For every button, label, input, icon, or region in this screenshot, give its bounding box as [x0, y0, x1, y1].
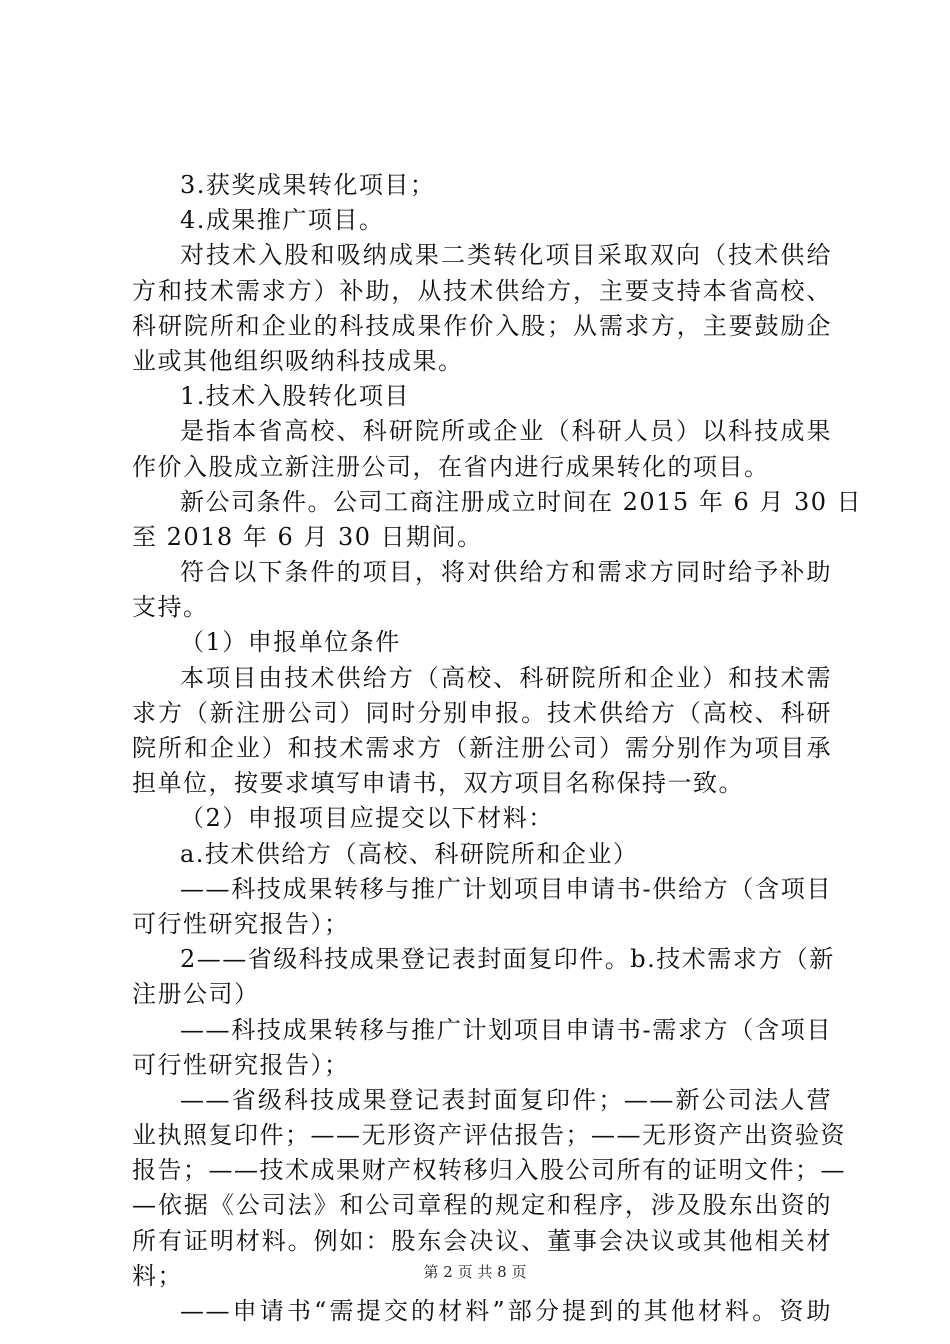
- section-heading: （2）申报项目应提交以下材料：: [180, 804, 554, 833]
- page-number: 第 2 页 共 8 页: [423, 1263, 527, 1281]
- paragraph-line: 院所和企业）和技术需求方（新注册公司）需分别作为项目承: [132, 734, 832, 762]
- paragraph-line: 4.成果推广项目。: [180, 206, 385, 235]
- paragraph-line: —依据《公司法》和公司章程的规定和程序，涉及股东出资的: [132, 1191, 832, 1220]
- paragraph-line: 业或其他组织吸纳科技成果。: [132, 346, 464, 375]
- paragraph-line: ——省级科技成果登记表封面复印件；——新公司法人营: [180, 1085, 832, 1114]
- paragraph-line: 是指本省高校、科研院所或企业（科研人员）以科技成果: [180, 417, 832, 446]
- paragraph-line: 求方（新注册公司）同时分别申报。技术供给方（高校、科研: [132, 698, 832, 727]
- paragraph-line: ——科技成果转移与推广计划项目申请书-需求方（含项目: [180, 1015, 832, 1044]
- paragraph-line: 所有证明材料。例如：股东会决议、董事会决议或其他相关材: [132, 1226, 832, 1255]
- paragraph-line: 业执照复印件；——无形资产评估报告；——无形资产出资验资: [132, 1121, 846, 1150]
- paragraph-line: 担单位，按要求填写申请书，双方项目名称保持一致。: [132, 769, 744, 798]
- section-heading: （1）申报单位条件: [180, 628, 401, 657]
- body-text: [132, 168, 863, 1329]
- paragraph-line: 报告；——技术成果财产权转移归入股公司所有的证明文件；—: [132, 1156, 846, 1185]
- paragraph-line: 对技术入股和吸纳成果二类转化项目采取双向（技术供给: [180, 241, 832, 270]
- paragraph-line: a.技术供给方（高校、科研院所和企业）: [180, 839, 639, 868]
- section-heading: 1.技术入股转化项目: [180, 382, 410, 411]
- paragraph-line: 至 2018 年 6 月 30 日期间。: [132, 522, 483, 551]
- paragraph-line: 2——省级科技成果登记表封面复印件。b.技术需求方（新: [180, 945, 835, 974]
- paragraph-line: ——申请书“需提交的材料”部分提到的其他材料。资助: [180, 1297, 832, 1325]
- paragraph-line: 注册公司）: [132, 980, 260, 1009]
- paragraph-line: 可行性研究报告）；: [132, 909, 350, 938]
- paragraph-line: ——科技成果转移与推广计划项目申请书-供给方（含项目: [180, 874, 832, 903]
- page-footer: [0, 1262, 950, 1282]
- paragraph-line: 作价入股成立新注册公司，在省内进行成果转化的项目。: [132, 452, 770, 481]
- paragraph-line: 可行性研究报告）；: [132, 1050, 350, 1079]
- paragraph-line: 新公司条件。公司工商注册成立时间在 2015 年 6 月 30 日: [180, 487, 863, 516]
- paragraph-line: 科研院所和企业的科技成果作价入股；从需求方，主要鼓励企: [132, 311, 832, 340]
- paragraph-line: 3.获奖成果转化项目；: [180, 171, 436, 199]
- paragraph-line: 料；: [132, 1261, 183, 1290]
- paragraph-line: 本项目由技术供给方（高校、科研院所和企业）和技术需: [180, 663, 832, 692]
- paragraph-line: 符合以下条件的项目，将对供给方和需求方同时给予补助: [180, 558, 832, 587]
- paragraph-line: 支持。: [132, 593, 209, 622]
- paragraph-line: 方和技术需求方）补助，从技术供给方，主要支持本省高校、: [132, 276, 832, 305]
